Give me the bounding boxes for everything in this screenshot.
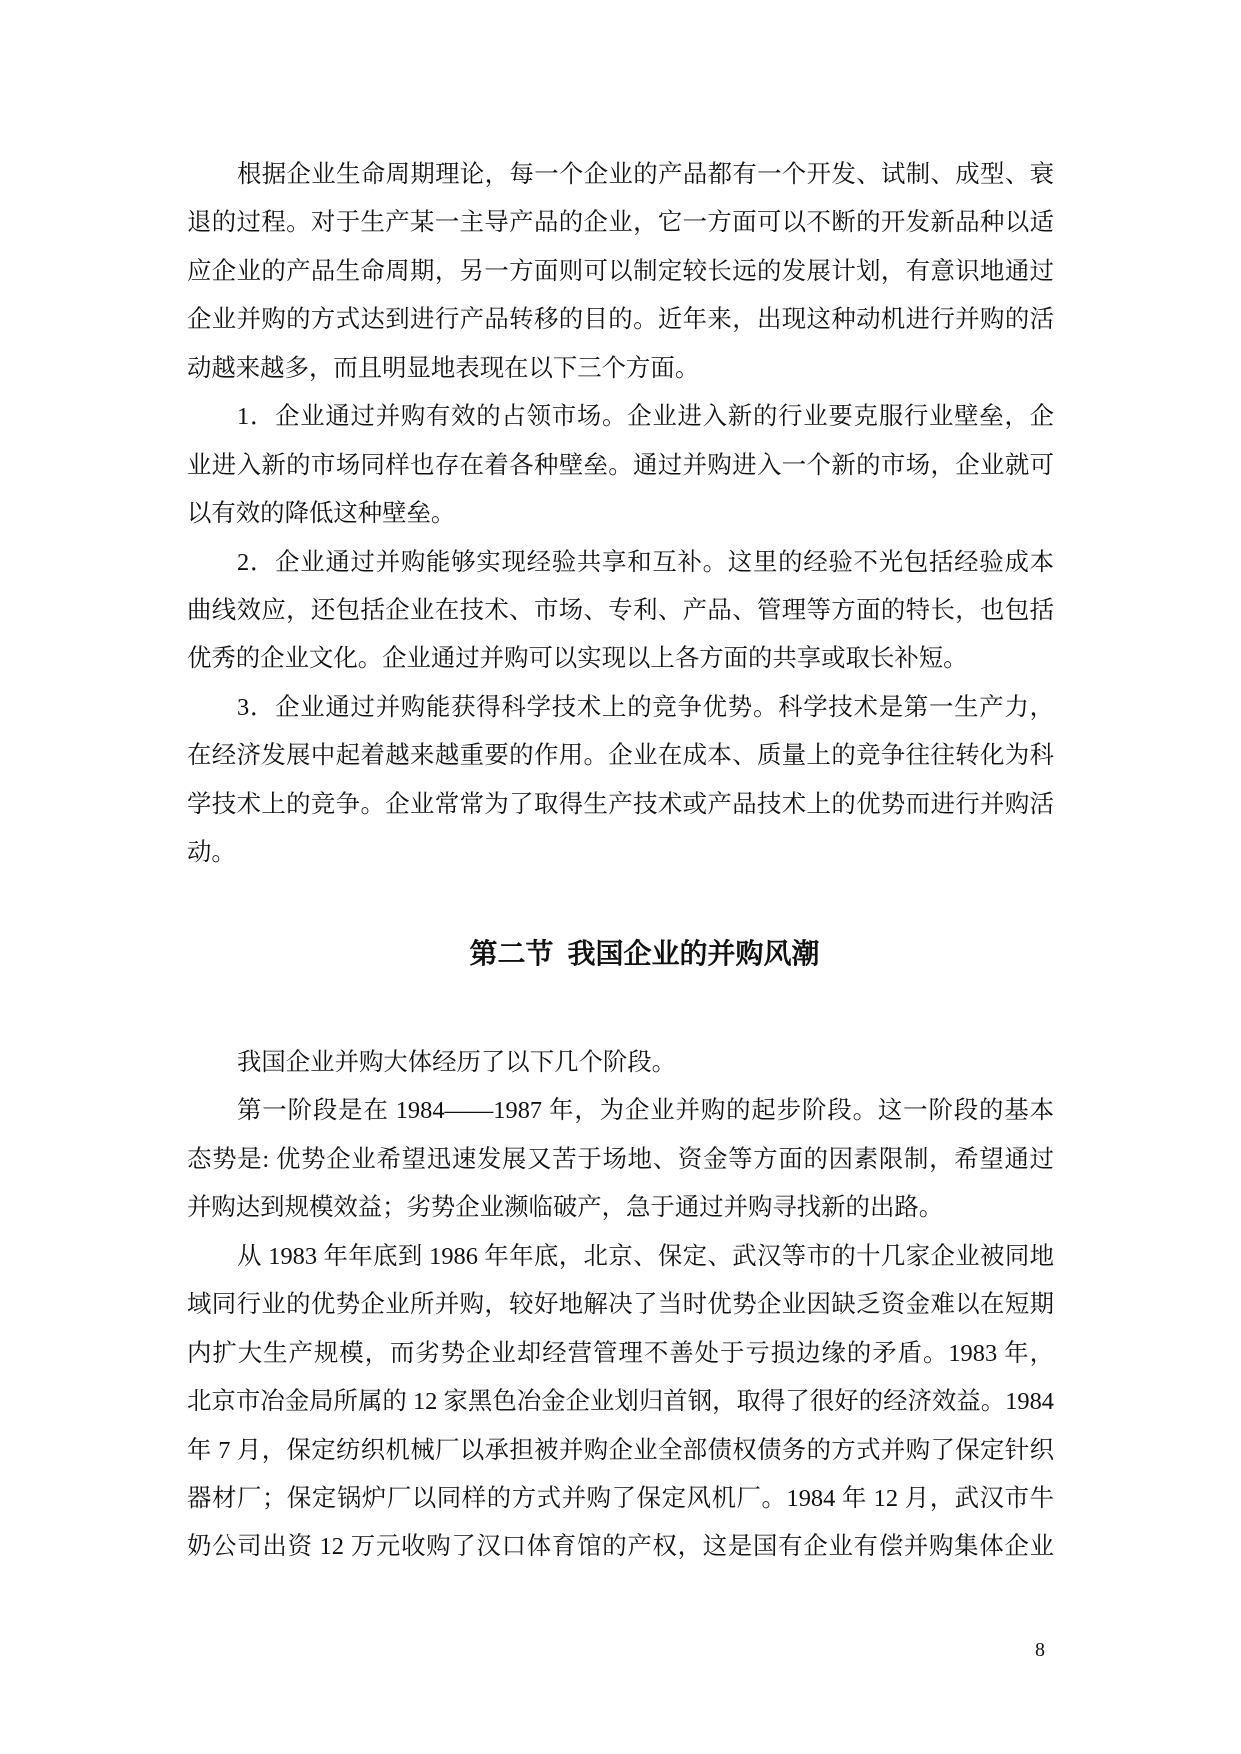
- body-line: 我国企业并购大体经历了以下几个阶段。: [237, 1049, 677, 1076]
- intro-text-block: [187, 151, 1054, 878]
- body-line: 北京市冶金局所属的 12 家黑色冶金企业划归首钢，取得了很好的经济效益。1984: [187, 1388, 1054, 1416]
- paragraph: [187, 684, 1054, 878]
- body-line: 内扩大生产规模，而劣势企业却经营管理不善处于亏损边缘的矛盾。1983 年，: [187, 1339, 1054, 1367]
- body-line: 根据企业生命周期理论，每一个企业的产品都有一个开发、试制、成型、衰: [237, 161, 1054, 188]
- paragraph: [187, 1087, 1054, 1232]
- body-line: 第一阶段是在 1984——1987 年，为企业并购的起步阶段。这一阶段的基本: [237, 1097, 1054, 1125]
- body-line: 退的过程。对于生产某一主导产品的企业，它一方面可以不断的开发新品种以适: [187, 209, 1054, 237]
- body-line: 年 7 月，保定纺织机械厂以承担被并购企业全部债权债务的方式并购了保定针织: [187, 1436, 1054, 1464]
- page-number: 8: [1035, 1639, 1045, 1661]
- body-line: 并购达到规模效益；劣势企业濒临破产，急于通过并购寻找新的出路。: [187, 1194, 944, 1222]
- paragraph: [187, 1039, 1054, 1087]
- body-line: 态势是: 优势企业希望迅速发展又苦于场地、资金等方面的因素限制，希望通过: [187, 1145, 1054, 1173]
- body-line: 从 1983 年年底到 1986 年年底，北京、保定、武汉等市的十几家企业被同地: [237, 1242, 1054, 1270]
- paragraph: [187, 151, 1054, 393]
- body-line: 器材厂；保定锅炉厂以同样的方式并购了保定风机厂。1984 年 12 月，武汉市牛: [187, 1484, 1054, 1512]
- body-line: 业进入新的市场同样也存在着各种壁垒。通过并购进入一个新的市场，企业就可: [187, 451, 1054, 479]
- body-line: 奶公司出资 12 万元收购了汉口体育馆的产权，这是国有企业有偿并购集体企业: [187, 1533, 1054, 1561]
- paragraph: [187, 539, 1054, 684]
- body-line: 曲线效应，还包括企业在技术、市场、专利、产品、管理等方面的特长，也包括: [187, 596, 1054, 624]
- body-line: 动。: [187, 839, 236, 867]
- body-line: 在经济发展中起着越来越重要的作用。企业在成本、质量上的竞争往往转化为科: [187, 742, 1054, 770]
- body-line: 1．企业通过并购有效的占领市场。企业进入新的行业要克服行业壁垒，企: [237, 403, 1054, 431]
- section-heading: 第二节 我国企业的并购风潮: [469, 939, 820, 970]
- body-line: 2．企业通过并购能够实现经验共享和互补。这里的经验不光包括经验成本: [237, 548, 1054, 576]
- body-line: 学技术上的竞争。企业常常为了取得生产技术或产品技术上的优势而进行并购活: [187, 790, 1054, 818]
- body-line: 企业并购的方式达到进行产品转移的目的。近年来，出现这种动机进行并购的活: [187, 306, 1054, 334]
- body-line: 应企业的产品生命周期，另一方面则可以制定较长远的发展计划，有意识地通过: [187, 257, 1054, 285]
- body-line: 优秀的企业文化。企业通过并购可以实现以上各方面的共享或取长补短。: [187, 645, 968, 673]
- body-line: 域同行业的优势企业所并购，较好地解决了当时优势企业因缺乏资金难以在短期: [187, 1291, 1054, 1319]
- body-line: 以有效的降低这种壁垒。: [187, 500, 456, 528]
- paragraph: [187, 393, 1054, 538]
- body-line: 动越来越多，而且明显地表现在以下三个方面。: [187, 354, 700, 382]
- body-line: 3．企业通过并购能获得科学技术上的竞争优势。科学技术是第一生产力，: [237, 693, 1054, 721]
- section-text-block: [187, 1039, 1054, 1572]
- paragraph: [187, 1233, 1054, 1572]
